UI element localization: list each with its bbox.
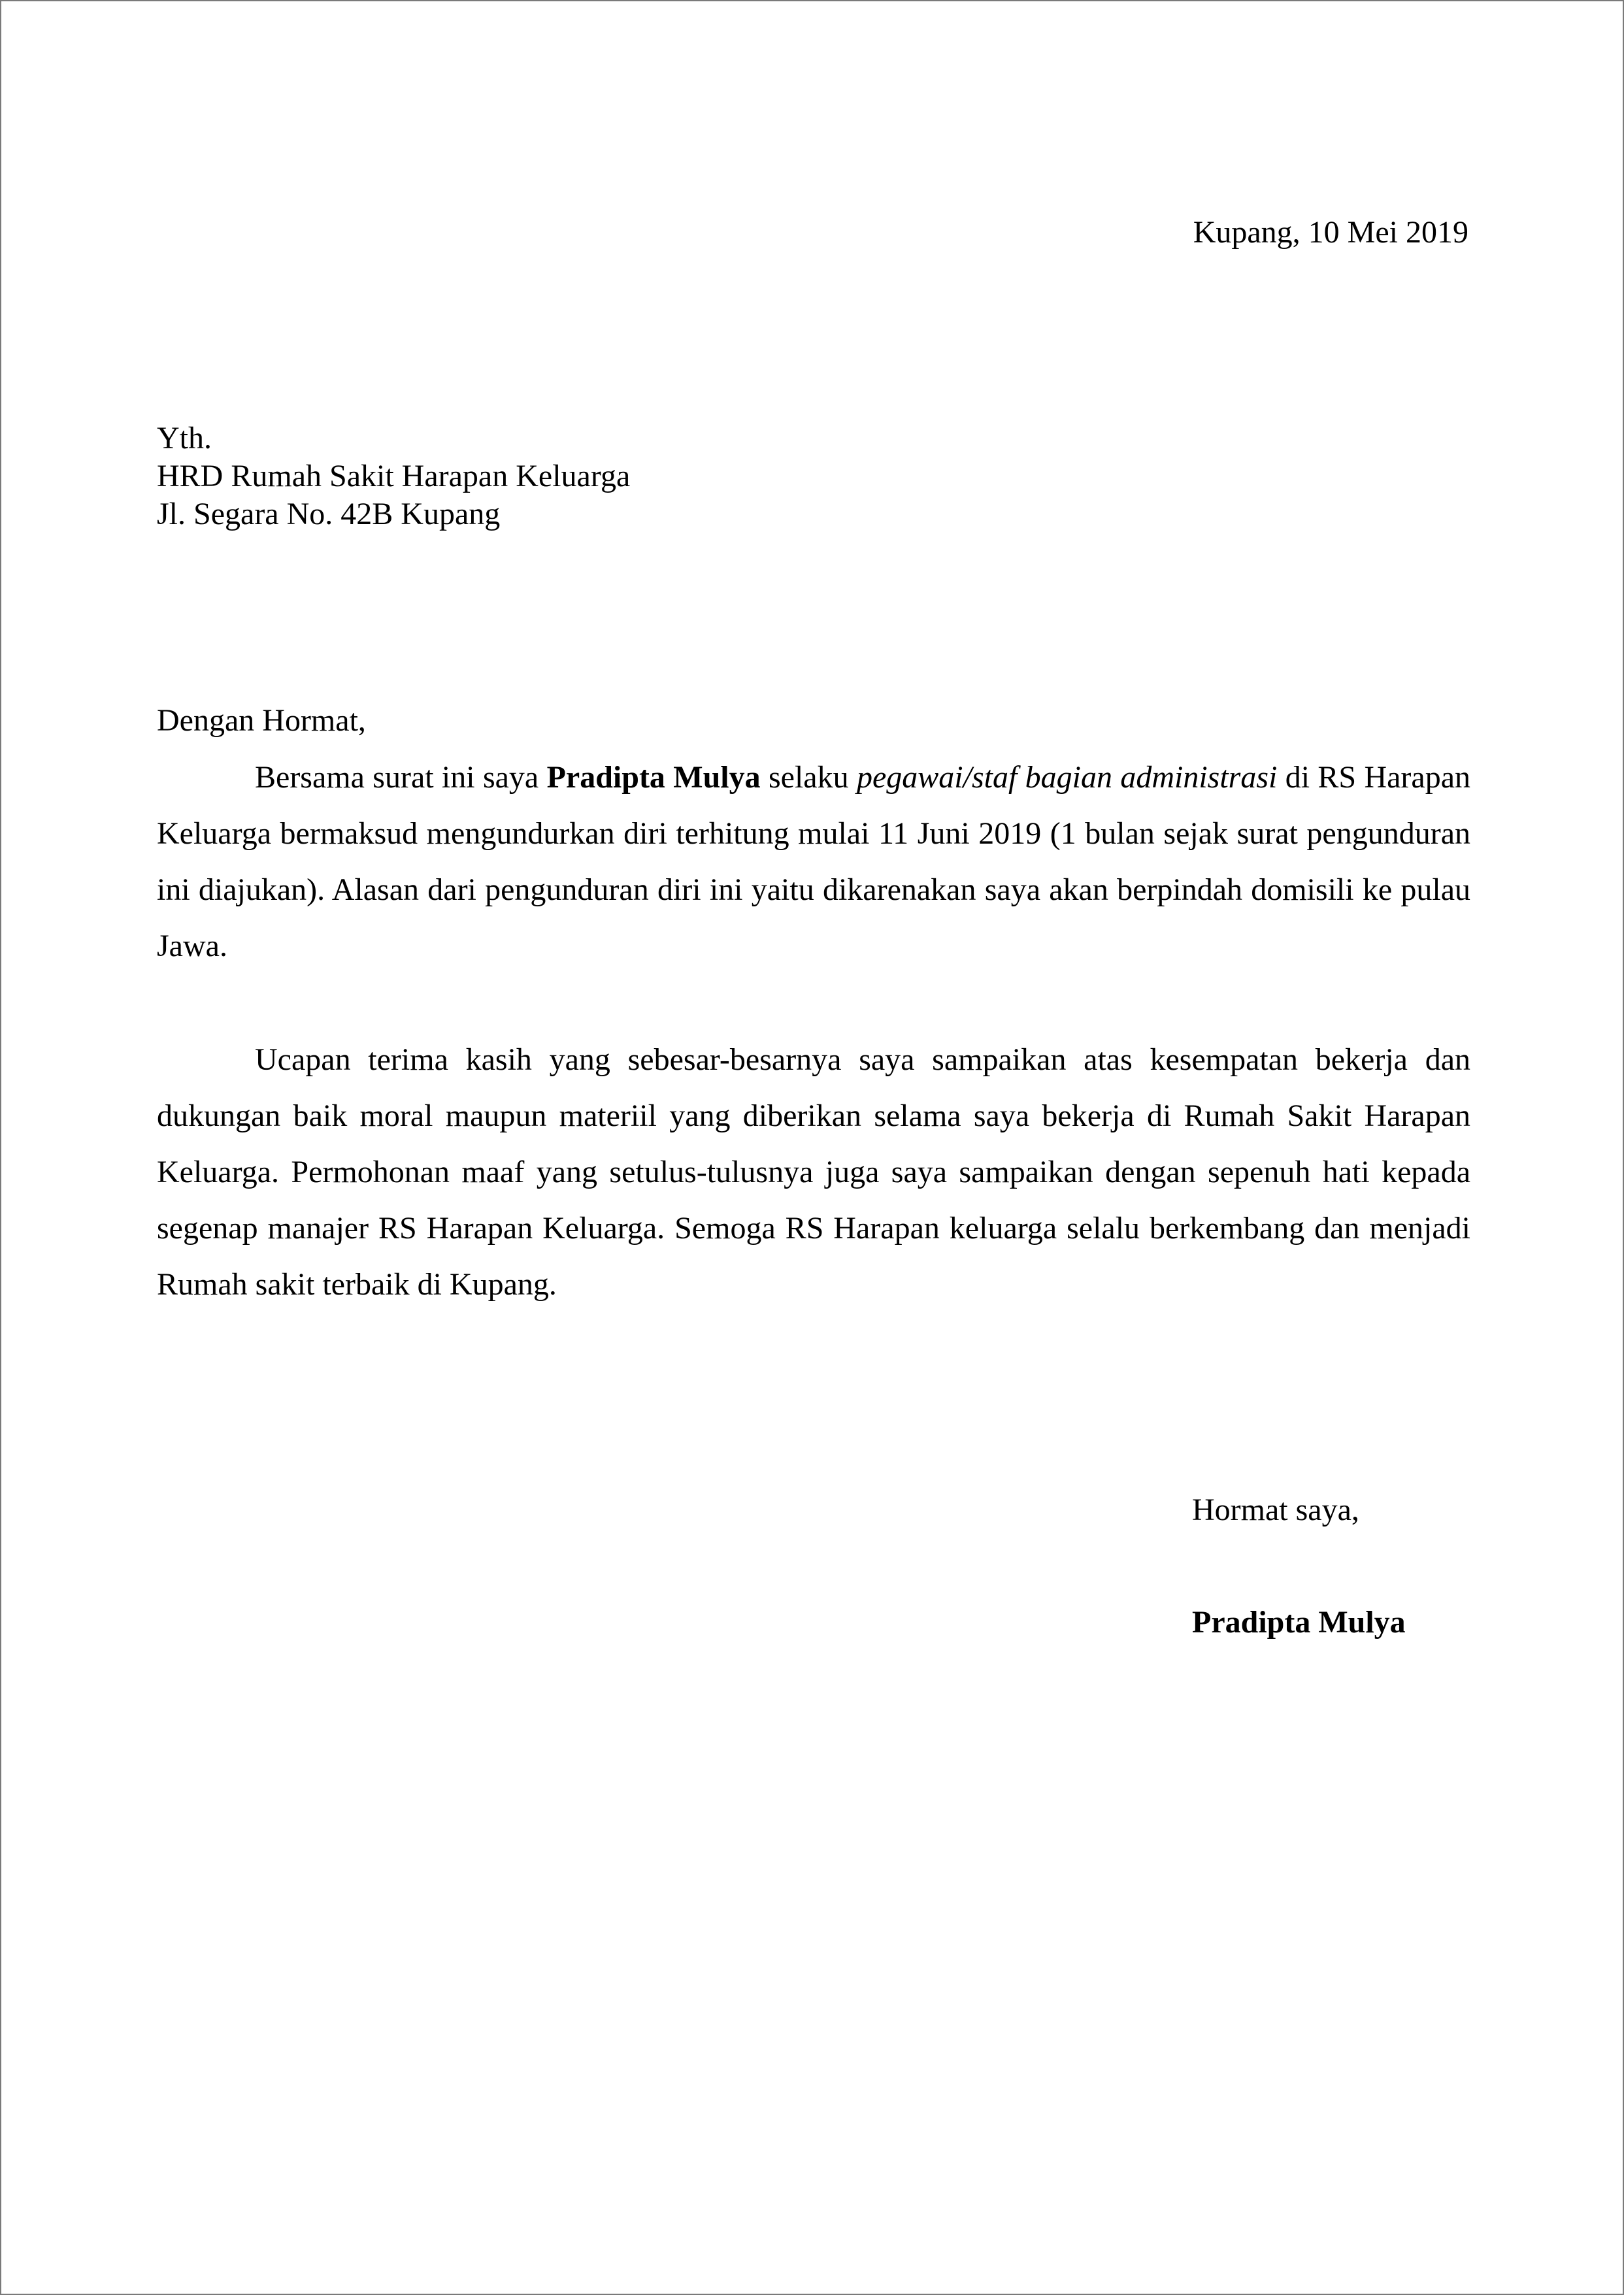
signature-name: Pradipta Mulya xyxy=(1192,1605,1406,1640)
recipient-line-1: Yth. xyxy=(157,421,212,455)
paragraph-1-connector: selaku xyxy=(760,760,857,795)
body-paragraph-2: Ucapan terima kasih yang sebesar-besarnya saya sampaikan atas kesempatan bekerja dan dukungan baik moral maupun materiil yang diberikan selama saya bekerja di Rumah Sakit Harapan Keluarga. Permohonan maaf yang setulus-tulusnya juga saya sampaikan dengan sepenuh hati kepada segenap manajer RS Harapan Keluarga. Semoga RS Harapan keluarga selalu berkembang dan menjadi Rumah sakit terbaik di Kupang. xyxy=(157,1042,1470,1302)
recipient-line-3: Jl. Segara No. 42B Kupang xyxy=(157,497,501,531)
body-paragraph-1 xyxy=(157,750,1470,974)
sender-position: pegawai/staf bagian administrasi xyxy=(856,760,1278,795)
recipient-line-2: HRD Rumah Sakit Harapan Keluarga xyxy=(157,459,631,493)
salutation: Dengan Hormat, xyxy=(157,703,366,738)
recipient-address xyxy=(157,420,630,533)
paragraph-1-intro: Bersama surat ini saya xyxy=(255,760,547,795)
sender-name-inline: Pradipta Mulya xyxy=(546,760,761,795)
paragraph-1-rest: di RS Harapan Keluarga bermaksud mengundurkan diri terhitung mulai 11 Juni 2019 (1 bulan sejak surat pengunduran ini diajukan). Alasan dari pengunduran diri ini yaitu dikarenakan saya akan berpindah domisili ke pulau Jawa. xyxy=(157,760,1471,963)
closing-phrase: Hormat saya, xyxy=(1192,1493,1359,1527)
letter-date: Kupang, 10 Mei 2019 xyxy=(1193,215,1468,250)
